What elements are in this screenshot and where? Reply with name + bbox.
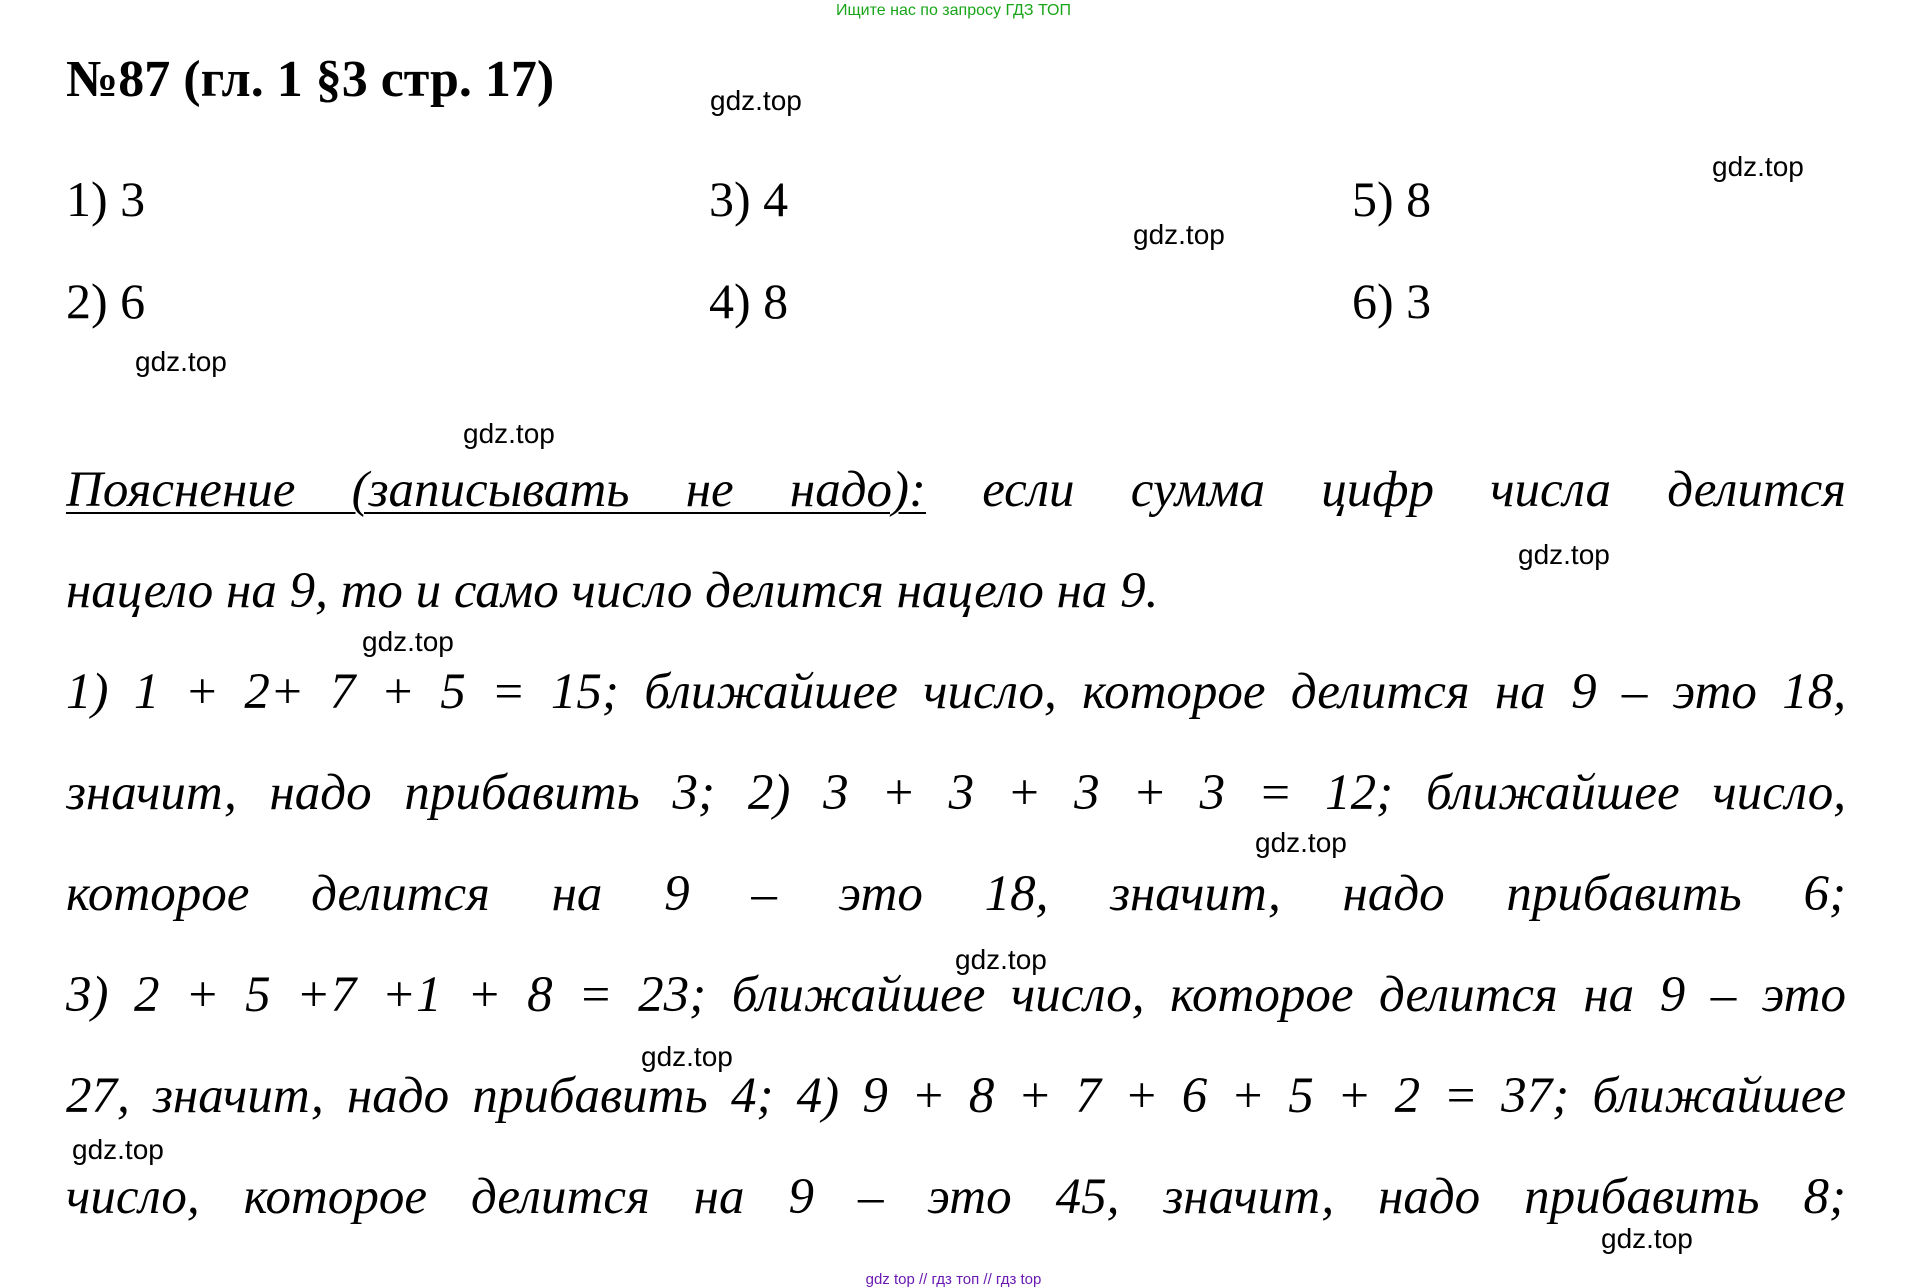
watermark: gdz.top <box>1255 827 1347 858</box>
answers-row-2 <box>66 250 1846 352</box>
answers-row-1 <box>66 148 1846 250</box>
explanation-line: 27, значит, надо прибавить 4; 4) 9 + 8 + 7 + 6 + 5 + 2 = 37; ближайшее <box>66 1068 1846 1124</box>
watermark: gdz.top <box>955 944 1047 975</box>
watermark: gdz.top <box>1133 219 1225 250</box>
top-banner: Ищите нас по запросу ГДЗ ТОП <box>836 2 1071 19</box>
explanation-text: если сумма цифр числа делится <box>925 462 1846 518</box>
explanation-line: значит, надо прибавить 3; 2) 3 + 3 + 3 + 3 = 12; ближайшее число, <box>66 765 1846 821</box>
watermark: gdz.top <box>72 1134 164 1165</box>
answer-2: 2) 6 <box>66 273 146 329</box>
page-title: №87 (гл. 1 §3 стр. 17) <box>66 51 555 108</box>
explanation-line: нацело на 9, то и само число делится нацело на 9. <box>66 563 1159 619</box>
explanation-line: число, которое делится на 9 – это 45, значит, надо прибавить 8; <box>66 1169 1846 1225</box>
answer-6: 6) 3 <box>1352 273 1432 329</box>
explanation-line: 3) 2 + 5 +7 +1 + 8 = 23; ближайшее число, которое делится на 9 – это <box>66 967 1846 1023</box>
explanation-line: 1) 1 + 2+ 7 + 5 = 15; ближайшее число, которое делится на 9 – это 18, <box>66 664 1846 720</box>
answer-4: 4) 8 <box>709 273 789 329</box>
explanation-line <box>66 444 1846 545</box>
answer-5: 5) 8 <box>1352 171 1432 227</box>
footer-text: gdz top // гдз топ // гдз top <box>865 1271 1042 1288</box>
watermark: gdz.top <box>641 1041 733 1072</box>
answers-grid <box>66 148 1846 352</box>
watermark: gdz.top <box>135 346 227 377</box>
explanation-line: которое делится на 9 – это 18, значит, надо прибавить 6; <box>66 866 1846 922</box>
answer-1: 1) 3 <box>66 171 146 227</box>
answer-3: 3) 4 <box>709 171 789 227</box>
watermark: gdz.top <box>1601 1223 1693 1254</box>
watermark: gdz.top <box>362 626 454 657</box>
explanation-heading: Пояснение (записывать не надо): <box>66 462 926 518</box>
watermark: gdz.top <box>463 418 555 449</box>
watermark: gdz.top <box>710 85 802 116</box>
watermark: gdz.top <box>1518 539 1610 570</box>
watermark: gdz.top <box>1712 151 1804 182</box>
